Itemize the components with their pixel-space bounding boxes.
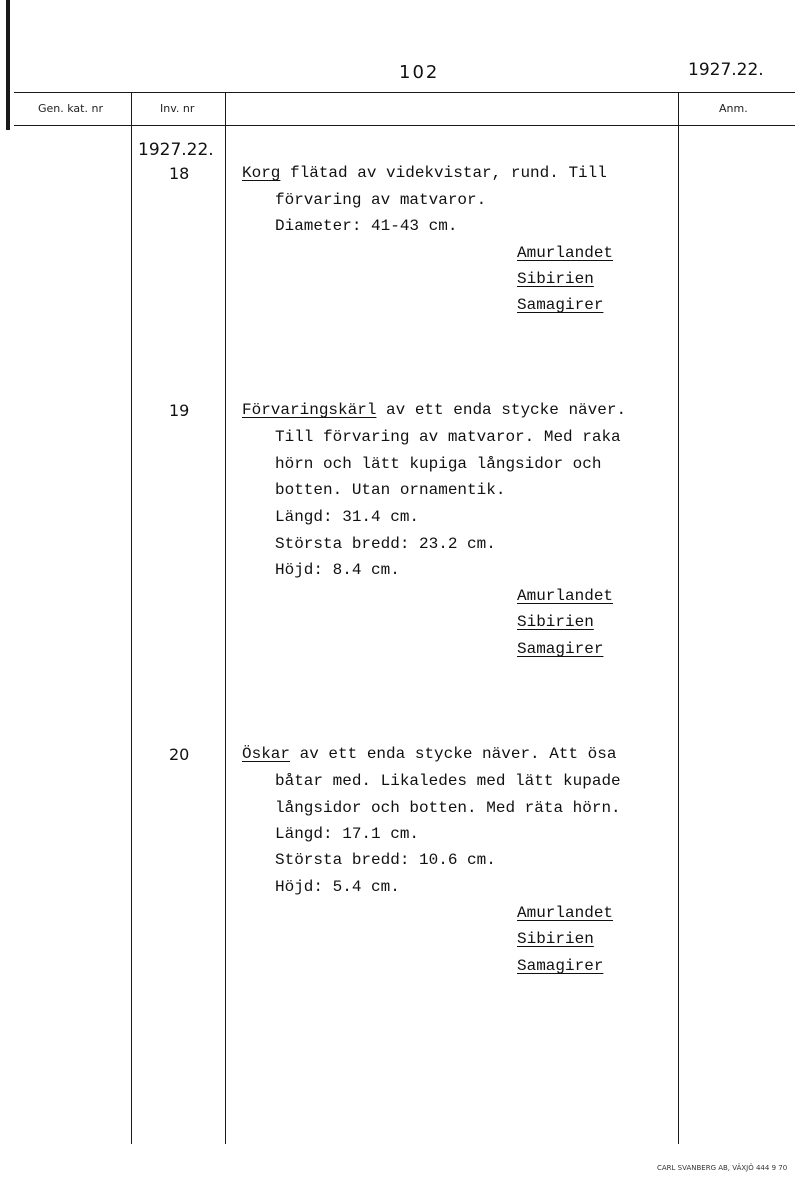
place-people: Samagirer xyxy=(517,296,604,314)
column-header-anm: Anm. xyxy=(719,102,748,115)
description-line: Höjd: 5.4 cm. xyxy=(275,878,400,896)
place-country: Sibirien xyxy=(517,613,594,631)
place-people: Samagirer xyxy=(517,957,604,975)
description-line: Längd: 17.1 cm. xyxy=(275,825,420,843)
place-country: Sibirien xyxy=(517,930,594,948)
place-region: Amurlandet xyxy=(517,587,614,605)
description-line: förvaring av matvaror. xyxy=(275,191,487,209)
description-line: Höjd: 8.4 cm. xyxy=(275,561,400,579)
inv-number: 18 xyxy=(169,164,190,183)
binding-edge xyxy=(6,0,10,130)
entry-first-line xyxy=(242,401,626,419)
column-divider-2 xyxy=(225,92,226,1144)
column-divider-3 xyxy=(678,92,679,1144)
description-line: Diameter: 41-43 cm. xyxy=(275,217,458,235)
column-header-gen-kat: Gen. kat. nr xyxy=(38,102,103,115)
inv-number: 20 xyxy=(169,745,190,764)
description-line: hörn och lätt kupiga långsidor och xyxy=(275,455,602,473)
description-line: Till förvaring av matvaror. Med raka xyxy=(275,428,621,446)
description-line: Största bredd: 10.6 cm. xyxy=(275,851,496,869)
entry-first-line xyxy=(242,745,616,763)
description-line: båtar med. Likaledes med lätt kupade xyxy=(275,772,621,790)
object-name: Förvaringskärl xyxy=(242,401,377,419)
object-name: Korg xyxy=(242,164,281,182)
description-start: av ett enda stycke näver. xyxy=(376,401,627,419)
header-collection-id: 1927.22. xyxy=(688,60,764,80)
printer-footer: CARL SVANBERG AB, VÄXJÖ 444 9 70 xyxy=(657,1164,788,1172)
inv-collection-id: 1927.22. xyxy=(138,140,214,160)
page-number: 102 xyxy=(399,62,440,83)
column-divider-1 xyxy=(131,92,132,1144)
description-line: botten. Utan ornamentik. xyxy=(275,481,506,499)
place-country: Sibirien xyxy=(517,270,594,288)
place-region: Amurlandet xyxy=(517,244,614,262)
description-start: av ett enda stycke näver. Att ösa xyxy=(290,745,617,763)
description-line: Längd: 31.4 cm. xyxy=(275,508,420,526)
description-line: långsidor och botten. Med räta hörn. xyxy=(275,799,621,817)
description-start: flätad av videkvistar, rund. Till xyxy=(280,164,607,182)
description-line: Största bredd: 23.2 cm. xyxy=(275,535,496,553)
place-region: Amurlandet xyxy=(517,904,614,922)
inv-number: 19 xyxy=(169,401,190,420)
column-header-inv: Inv. nr xyxy=(160,102,195,115)
place-people: Samagirer xyxy=(517,640,604,658)
entry-first-line xyxy=(242,164,607,182)
object-name: Öskar xyxy=(242,745,291,763)
